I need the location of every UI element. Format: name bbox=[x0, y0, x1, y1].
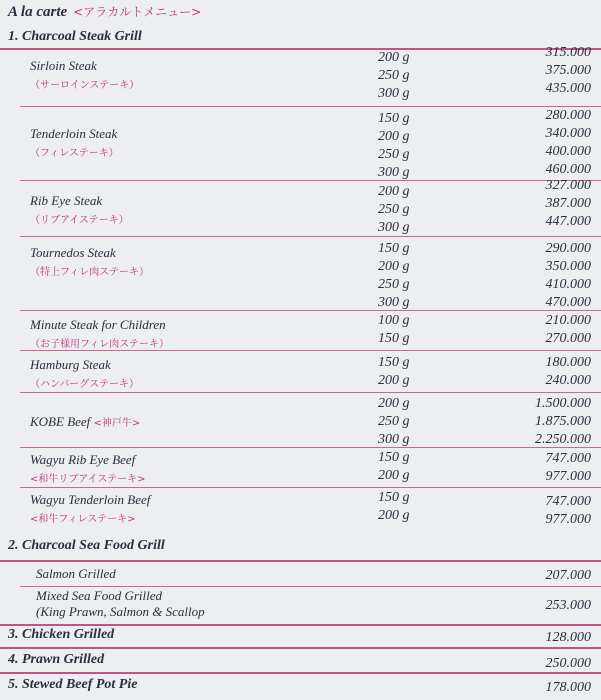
prices-wagyu-tenderloin: 747.000 977.000 bbox=[545, 494, 591, 527]
menu-item-tenderloin: Tenderloin Steak （フィレステーキ） bbox=[30, 126, 119, 159]
divider bbox=[0, 672, 601, 674]
menu-header bbox=[8, 3, 201, 21]
sizes-hamburg: 150 g 200 g bbox=[378, 355, 410, 388]
menu-item-wagyu-tenderloin: Wagyu Tenderloin Beef <和牛フィレステーキ> bbox=[30, 492, 151, 525]
prices-kobe: 1.500.000 1.875.000 2.250.000 bbox=[535, 396, 591, 447]
sizes-tournedos: 150 g 200 g 250 g 300 g bbox=[378, 241, 410, 310]
divider bbox=[0, 560, 601, 562]
divider bbox=[0, 624, 601, 626]
prices-sirloin: 315.000 375.000 435.000 bbox=[545, 45, 591, 96]
menu-item-rib-eye: Rib Eye Steak （リブアイステーキ） bbox=[30, 193, 129, 226]
menu-item-mixed-seafood: Mixed Sea Food Grilled (King Prawn, Salmon & Scallop bbox=[36, 588, 205, 619]
menu-title: A la carte bbox=[8, 4, 68, 20]
section-2-title: 2. Charcoal Sea Food Grill bbox=[8, 538, 165, 553]
divider bbox=[20, 487, 601, 488]
menu-item-hamburg: Hamburg Steak （ハンバーグステーキ） bbox=[30, 357, 139, 390]
divider bbox=[20, 447, 601, 448]
section-3-title: 3. Chicken Grilled bbox=[8, 627, 115, 642]
sizes-wagyu-tenderloin: 150 g 200 g bbox=[378, 490, 410, 523]
section-4-title: 4. Prawn Grilled bbox=[8, 652, 105, 667]
prices-wagyu-rib-eye: 747.000 977.000 bbox=[545, 451, 591, 484]
divider bbox=[20, 586, 601, 587]
menu-title-jp: <アラカルトメニュー> bbox=[73, 5, 202, 19]
divider bbox=[20, 106, 601, 107]
prices-tenderloin: 280.000 340.000 400.000 460.000 bbox=[545, 108, 591, 177]
price-chicken: 128.000 bbox=[545, 630, 591, 645]
section-1-title: 1. Charcoal Steak Grill bbox=[8, 29, 142, 44]
price-mixed-seafood: 253.000 bbox=[545, 598, 591, 613]
menu-item-salmon: Salmon Grilled bbox=[36, 566, 116, 581]
divider bbox=[0, 647, 601, 649]
price-salmon: 207.000 bbox=[545, 568, 591, 583]
prices-minute-steak: 210.000 270.000 bbox=[545, 313, 591, 346]
section-5-title: 5. Stewed Beef Pot Pie bbox=[8, 677, 138, 692]
sizes-sirloin: 200 g 250 g 300 g bbox=[378, 50, 410, 101]
sizes-minute-steak: 100 g 150 g bbox=[378, 313, 410, 346]
price-pot-pie: 178.000 bbox=[545, 680, 591, 695]
prices-rib-eye: 327.000 387.000 447.000 bbox=[545, 178, 591, 229]
menu-item-sirloin: Sirloin Steak （サーロインステーキ） bbox=[30, 58, 140, 91]
divider bbox=[0, 48, 601, 50]
sizes-wagyu-rib-eye: 150 g 200 g bbox=[378, 450, 410, 483]
sizes-kobe: 200 g 250 g 300 g bbox=[378, 396, 410, 447]
menu-item-minute-steak: Minute Steak for Children （お子様用フィレ肉ステーキ） bbox=[30, 317, 169, 350]
sizes-tenderloin: 150 g 200 g 250 g 300 g bbox=[378, 111, 410, 180]
divider bbox=[20, 310, 601, 311]
menu-item-wagyu-rib-eye: Wagyu Rib Eye Beef <和牛リブアイステーキ> bbox=[30, 452, 146, 485]
price-prawn: 250.000 bbox=[545, 656, 591, 671]
prices-hamburg: 180.000 240.000 bbox=[545, 355, 591, 388]
menu-item-kobe: KOBE Beef <神戸牛> bbox=[30, 414, 141, 429]
prices-tournedos: 290.000 350.000 410.000 470.000 bbox=[545, 241, 591, 310]
divider bbox=[20, 392, 601, 393]
sizes-rib-eye: 200 g 250 g 300 g bbox=[378, 184, 410, 235]
divider bbox=[20, 180, 601, 181]
divider bbox=[20, 350, 601, 351]
divider bbox=[20, 236, 601, 237]
menu-item-tournedos: Tournedos Steak （特上フィレ肉ステーキ） bbox=[30, 245, 149, 278]
